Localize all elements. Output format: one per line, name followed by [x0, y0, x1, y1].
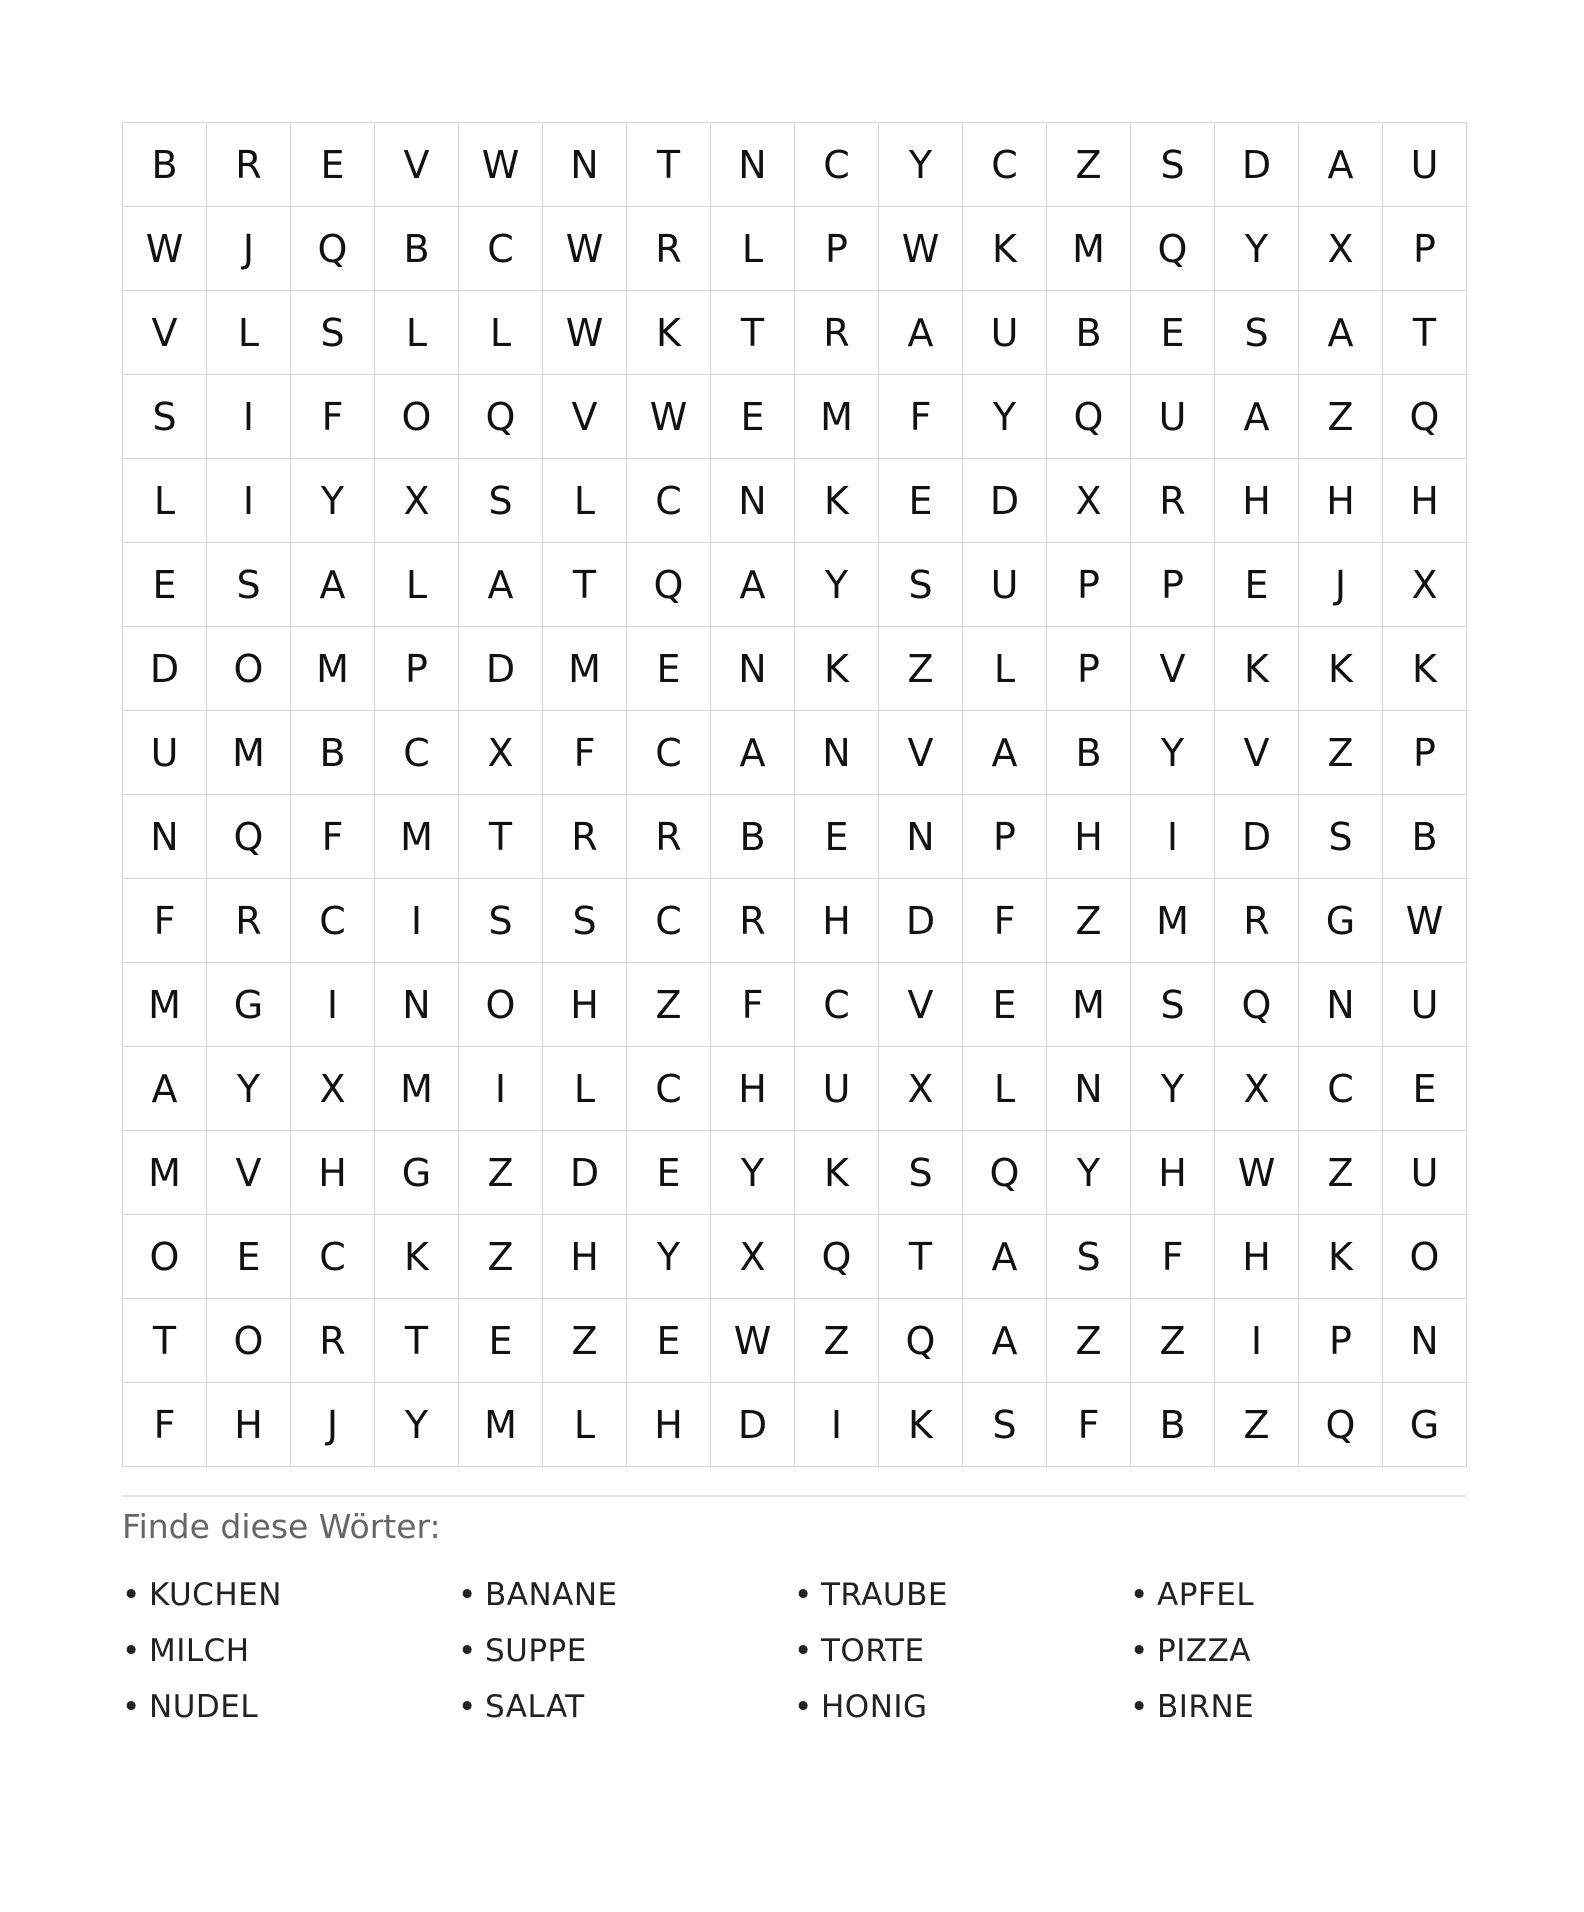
grid-cell[interactable]: I [1215, 1299, 1299, 1383]
grid-cell[interactable]: T [879, 1215, 963, 1299]
grid-cell[interactable]: U [1383, 963, 1467, 1047]
grid-cell[interactable]: Z [795, 1299, 879, 1383]
grid-cell[interactable]: X [711, 1215, 795, 1299]
grid-cell[interactable]: Z [1299, 1131, 1383, 1215]
grid-cell[interactable]: H [1299, 459, 1383, 543]
grid-cell[interactable]: A [963, 1215, 1047, 1299]
bullet-icon: • [794, 1633, 813, 1669]
grid-cell[interactable]: W [459, 123, 543, 207]
grid-cell[interactable]: I [1131, 795, 1215, 879]
grid-cell[interactable]: L [375, 291, 459, 375]
word-list-item [458, 1679, 794, 1735]
grid-cell[interactable]: I [795, 1383, 879, 1467]
bullet-icon: • [458, 1633, 477, 1669]
grid-cell[interactable]: T [459, 795, 543, 879]
word-label: KUCHEN [149, 1577, 282, 1613]
word-label: BANANE [485, 1577, 618, 1613]
grid-cell[interactable]: V [879, 711, 963, 795]
word-list-item [1130, 1567, 1466, 1623]
grid-cell[interactable]: S [1047, 1215, 1131, 1299]
bullet-icon: • [1130, 1689, 1149, 1725]
grid-cell[interactable]: C [627, 711, 711, 795]
grid-cell[interactable]: P [1131, 543, 1215, 627]
grid-cell[interactable]: N [1299, 963, 1383, 1047]
grid-cell[interactable]: M [291, 627, 375, 711]
grid-cell[interactable]: J [1299, 543, 1383, 627]
grid-cell[interactable]: H [543, 1215, 627, 1299]
grid-cell[interactable]: Y [963, 375, 1047, 459]
grid-cell[interactable]: B [1047, 291, 1131, 375]
grid-cell[interactable]: C [291, 879, 375, 963]
grid-cell[interactable]: V [375, 123, 459, 207]
grid-cell[interactable]: T [375, 1299, 459, 1383]
grid-cell[interactable]: H [543, 963, 627, 1047]
grid-cell[interactable]: B [375, 207, 459, 291]
grid-cell[interactable]: H [1215, 459, 1299, 543]
grid-cell[interactable]: T [1383, 291, 1467, 375]
word-list-item [794, 1623, 1130, 1679]
grid-cell[interactable]: D [459, 627, 543, 711]
grid-cell[interactable]: X [879, 1047, 963, 1131]
grid-cell[interactable]: L [711, 207, 795, 291]
grid-cell[interactable]: U [795, 1047, 879, 1131]
grid-cell[interactable]: X [1215, 1047, 1299, 1131]
grid-cell[interactable]: S [879, 1131, 963, 1215]
grid-cell[interactable]: Z [1047, 1299, 1131, 1383]
grid-cell[interactable]: R [207, 879, 291, 963]
bullet-icon: • [122, 1633, 141, 1669]
grid-cell[interactable]: V [1215, 711, 1299, 795]
grid-cell[interactable]: V [543, 375, 627, 459]
grid-cell[interactable]: P [375, 627, 459, 711]
grid-cell[interactable]: R [627, 795, 711, 879]
grid-cell[interactable]: Y [1047, 1131, 1131, 1215]
grid-cell[interactable]: R [291, 1299, 375, 1383]
grid-cell[interactable]: A [879, 291, 963, 375]
grid-cell[interactable]: Q [1215, 963, 1299, 1047]
grid-cell[interactable]: T [123, 1299, 207, 1383]
grid-cell[interactable]: A [459, 543, 543, 627]
grid-cell[interactable]: A [1299, 291, 1383, 375]
grid-cell[interactable]: M [123, 1131, 207, 1215]
grid-cell[interactable]: D [711, 1383, 795, 1467]
grid-cell[interactable]: B [711, 795, 795, 879]
grid-cell[interactable]: T [627, 123, 711, 207]
grid-cell[interactable]: E [627, 1299, 711, 1383]
grid-cell[interactable]: Y [1131, 711, 1215, 795]
grid-cell[interactable]: R [711, 879, 795, 963]
grid-cell[interactable]: D [1215, 123, 1299, 207]
grid-cell[interactable]: E [879, 459, 963, 543]
grid-cell[interactable]: K [879, 1383, 963, 1467]
grid-cell[interactable]: G [375, 1131, 459, 1215]
grid-cell[interactable]: A [1215, 375, 1299, 459]
word-label: APFEL [1157, 1577, 1255, 1613]
grid-cell[interactable]: Q [1299, 1383, 1383, 1467]
grid-cell[interactable]: X [459, 711, 543, 795]
grid-cell[interactable]: X [1383, 543, 1467, 627]
grid-cell[interactable]: D [543, 1131, 627, 1215]
grid-cell[interactable]: H [1215, 1215, 1299, 1299]
grid-cell[interactable]: Z [1215, 1383, 1299, 1467]
word-list-item [122, 1679, 458, 1735]
grid-cell[interactable]: M [1047, 207, 1131, 291]
grid-cell[interactable]: S [1299, 795, 1383, 879]
grid-cell[interactable]: F [291, 375, 375, 459]
grid-cell[interactable]: W [543, 207, 627, 291]
word-label: TRAUBE [821, 1577, 948, 1613]
grid-cell[interactable]: L [963, 1047, 1047, 1131]
grid-cell[interactable]: Z [1047, 123, 1131, 207]
grid-cell[interactable]: Q [291, 207, 375, 291]
grid-cell[interactable]: F [963, 879, 1047, 963]
grid-cell[interactable]: L [963, 627, 1047, 711]
grid-cell[interactable]: K [1299, 1215, 1383, 1299]
grid-cell[interactable]: S [1131, 123, 1215, 207]
grid-cell[interactable]: J [291, 1383, 375, 1467]
grid-cell[interactable]: T [711, 291, 795, 375]
grid-cell[interactable]: P [795, 207, 879, 291]
grid-cell[interactable]: C [627, 459, 711, 543]
word-label: MILCH [149, 1633, 250, 1669]
grid-cell[interactable]: A [711, 711, 795, 795]
grid-cell[interactable]: N [711, 459, 795, 543]
grid-cell[interactable]: F [1047, 1383, 1131, 1467]
bullet-icon: • [1130, 1577, 1149, 1613]
grid-cell[interactable]: G [1383, 1383, 1467, 1467]
grid-cell[interactable]: E [963, 963, 1047, 1047]
grid-cell[interactable]: L [459, 291, 543, 375]
grid-cell[interactable]: A [963, 1299, 1047, 1383]
grid-cell[interactable]: C [627, 879, 711, 963]
grid-cell[interactable]: O [123, 1215, 207, 1299]
word-list [122, 1567, 1466, 1735]
grid-cell[interactable]: O [1383, 1215, 1467, 1299]
grid-cell[interactable]: H [627, 1383, 711, 1467]
grid-cell[interactable]: W [1215, 1131, 1299, 1215]
grid-cell[interactable]: H [1383, 459, 1467, 543]
bullet-icon: • [794, 1577, 813, 1613]
grid-cell[interactable]: Q [795, 1215, 879, 1299]
grid-cell[interactable]: E [627, 1131, 711, 1215]
grid-cell[interactable]: C [795, 963, 879, 1047]
grid-cell[interactable]: K [1215, 627, 1299, 711]
grid-cell[interactable]: F [291, 795, 375, 879]
grid-cell[interactable]: R [795, 291, 879, 375]
grid-cell[interactable]: N [375, 963, 459, 1047]
grid-cell[interactable]: W [123, 207, 207, 291]
grid-cell[interactable]: X [291, 1047, 375, 1131]
grid-cell[interactable]: Z [459, 1131, 543, 1215]
grid-cell[interactable]: C [795, 123, 879, 207]
grid-cell[interactable]: L [543, 459, 627, 543]
word-list-item [1130, 1679, 1466, 1735]
word-label: BIRNE [1157, 1689, 1255, 1725]
grid-cell[interactable]: P [1383, 711, 1467, 795]
grid-cell[interactable]: F [711, 963, 795, 1047]
bullet-icon: • [122, 1577, 141, 1613]
grid-cell[interactable]: N [123, 795, 207, 879]
grid-cell[interactable]: I [207, 375, 291, 459]
grid-cell[interactable]: U [1131, 375, 1215, 459]
grid-cell[interactable]: Q [963, 1131, 1047, 1215]
grid-cell[interactable]: M [543, 627, 627, 711]
grid-cell[interactable]: K [375, 1215, 459, 1299]
grid-cell[interactable]: E [291, 123, 375, 207]
grid-cell[interactable]: K [795, 627, 879, 711]
grid-cell[interactable]: M [795, 375, 879, 459]
word-list-item [122, 1567, 458, 1623]
bullet-icon: • [122, 1689, 141, 1725]
grid-cell[interactable]: K [795, 459, 879, 543]
grid-cell[interactable]: O [207, 1299, 291, 1383]
grid-cell[interactable]: G [1299, 879, 1383, 963]
grid-cell[interactable]: N [711, 627, 795, 711]
grid-cell[interactable]: P [1299, 1299, 1383, 1383]
word-search-puzzle [122, 122, 1466, 1735]
grid-cell[interactable]: X [375, 459, 459, 543]
grid-cell[interactable]: O [375, 375, 459, 459]
grid-cell[interactable]: Y [711, 1131, 795, 1215]
grid-cell[interactable]: D [963, 459, 1047, 543]
word-list-item [458, 1623, 794, 1679]
grid-cell[interactable]: Z [543, 1299, 627, 1383]
grid-cell[interactable]: Q [1047, 375, 1131, 459]
word-list-item [458, 1567, 794, 1623]
grid-cell[interactable]: Y [795, 543, 879, 627]
grid-cell[interactable]: F [123, 1383, 207, 1467]
grid-cell[interactable]: A [711, 543, 795, 627]
grid-cell[interactable]: F [543, 711, 627, 795]
grid-cell[interactable]: E [207, 1215, 291, 1299]
grid-cell[interactable]: O [459, 963, 543, 1047]
grid-cell[interactable]: N [1047, 1047, 1131, 1131]
grid-cell[interactable]: S [291, 291, 375, 375]
grid-cell[interactable]: I [207, 459, 291, 543]
grid-cell[interactable]: N [795, 711, 879, 795]
grid-cell[interactable]: B [123, 123, 207, 207]
grid-cell[interactable]: Y [1215, 207, 1299, 291]
grid-cell[interactable]: A [123, 1047, 207, 1131]
word-label: TORTE [821, 1633, 925, 1669]
grid-cell[interactable]: U [123, 711, 207, 795]
grid-cell[interactable]: Y [291, 459, 375, 543]
grid-cell[interactable]: E [123, 543, 207, 627]
grid-cell[interactable]: L [543, 1383, 627, 1467]
grid-cell[interactable]: Q [1131, 207, 1215, 291]
grid-cell[interactable]: X [1299, 207, 1383, 291]
grid-cell[interactable]: D [879, 879, 963, 963]
grid-cell[interactable]: E [627, 627, 711, 711]
grid-cell[interactable]: W [1383, 879, 1467, 963]
word-list-item [1130, 1623, 1466, 1679]
grid-cell[interactable]: K [795, 1131, 879, 1215]
grid-cell[interactable]: M [1047, 963, 1131, 1047]
word-label: NUDEL [149, 1689, 259, 1725]
grid-cell[interactable]: L [543, 1047, 627, 1131]
grid-cell[interactable]: S [543, 879, 627, 963]
grid-cell[interactable]: R [1131, 459, 1215, 543]
grid-cell[interactable]: M [459, 1383, 543, 1467]
grid-cell[interactable]: F [123, 879, 207, 963]
grid-cell[interactable]: N [543, 123, 627, 207]
grid-cell[interactable]: R [1215, 879, 1299, 963]
bullet-icon: • [458, 1689, 477, 1725]
grid-cell[interactable]: S [123, 375, 207, 459]
grid-cell[interactable]: Z [1299, 711, 1383, 795]
grid-cell[interactable]: W [627, 375, 711, 459]
grid-cell[interactable]: K [963, 207, 1047, 291]
grid-cell[interactable]: H [1047, 795, 1131, 879]
grid-cell[interactable]: S [1215, 291, 1299, 375]
grid-cell[interactable]: E [1383, 1047, 1467, 1131]
grid-cell[interactable]: H [207, 1383, 291, 1467]
grid-cell[interactable]: A [963, 711, 1047, 795]
grid-cell[interactable]: M [207, 711, 291, 795]
grid-cell[interactable]: P [963, 795, 1047, 879]
grid-cell[interactable]: S [459, 459, 543, 543]
grid-cell[interactable]: R [543, 795, 627, 879]
grid-cell[interactable]: F [879, 375, 963, 459]
grid-cell[interactable]: Y [1131, 1047, 1215, 1131]
grid-cell[interactable]: U [963, 543, 1047, 627]
grid-cell[interactable]: Z [879, 627, 963, 711]
grid-cell[interactable]: I [291, 963, 375, 1047]
grid-cell[interactable]: V [879, 963, 963, 1047]
bullet-icon: • [1130, 1633, 1149, 1669]
grid-cell[interactable]: K [1299, 627, 1383, 711]
grid-cell[interactable]: B [1383, 795, 1467, 879]
bullet-icon: • [458, 1577, 477, 1613]
grid-cell[interactable]: Z [1299, 375, 1383, 459]
grid-cell[interactable]: Y [879, 123, 963, 207]
grid-cell[interactable]: I [459, 1047, 543, 1131]
grid-cell[interactable]: Y [375, 1383, 459, 1467]
grid-cell[interactable]: H [291, 1131, 375, 1215]
grid-cell[interactable]: Z [459, 1215, 543, 1299]
grid-cell[interactable]: V [123, 291, 207, 375]
grid-cell[interactable]: A [291, 543, 375, 627]
grid-cell[interactable]: D [123, 627, 207, 711]
grid-cell[interactable]: Q [627, 543, 711, 627]
grid-cell[interactable]: Y [207, 1047, 291, 1131]
grid-cell[interactable]: B [291, 711, 375, 795]
grid-cell[interactable]: V [1131, 627, 1215, 711]
grid-cell[interactable]: T [543, 543, 627, 627]
grid-cell[interactable]: C [1299, 1047, 1383, 1131]
grid-cell[interactable]: E [1215, 543, 1299, 627]
grid-cell[interactable]: I [375, 879, 459, 963]
grid-cell[interactable]: L [375, 543, 459, 627]
grid-cell[interactable]: M [375, 1047, 459, 1131]
word-label: PIZZA [1157, 1633, 1252, 1669]
grid-cell[interactable]: W [711, 1299, 795, 1383]
grid-cell[interactable]: S [459, 879, 543, 963]
grid-cell[interactable]: N [879, 795, 963, 879]
grid-cell[interactable]: B [1131, 1383, 1215, 1467]
word-list-item [794, 1679, 1130, 1735]
grid-cell[interactable]: Z [627, 963, 711, 1047]
grid-cell[interactable]: H [1131, 1131, 1215, 1215]
bullet-icon: • [794, 1689, 813, 1725]
grid-cell[interactable]: A [1299, 123, 1383, 207]
grid-cell[interactable]: E [1131, 291, 1215, 375]
grid-cell[interactable]: S [879, 543, 963, 627]
grid-cell[interactable]: N [1383, 1299, 1467, 1383]
word-label: SUPPE [485, 1633, 587, 1669]
grid-cell[interactable]: C [459, 207, 543, 291]
grid-cell[interactable]: U [1383, 123, 1467, 207]
divider [122, 1495, 1466, 1497]
grid-cell[interactable]: G [207, 963, 291, 1047]
grid-cell[interactable]: S [1131, 963, 1215, 1047]
word-list-prompt: Finde diese Wörter: [122, 1507, 441, 1546]
grid-cell[interactable]: U [1383, 1131, 1467, 1215]
grid-cell[interactable]: F [1131, 1215, 1215, 1299]
grid-cell[interactable]: H [711, 1047, 795, 1131]
grid-cell[interactable]: R [207, 123, 291, 207]
grid-cell[interactable]: C [291, 1215, 375, 1299]
grid-cell[interactable]: E [711, 375, 795, 459]
grid-cell[interactable]: S [207, 543, 291, 627]
grid-cell[interactable]: S [963, 1383, 1047, 1467]
grid-cell[interactable]: Q [879, 1299, 963, 1383]
grid-cell[interactable]: M [123, 963, 207, 1047]
grid-cell[interactable]: C [627, 1047, 711, 1131]
grid-cell[interactable]: L [123, 459, 207, 543]
grid-cell[interactable]: Z [1047, 879, 1131, 963]
grid-cell[interactable]: B [1047, 711, 1131, 795]
grid-cell[interactable]: J [207, 207, 291, 291]
word-list-item [794, 1567, 1130, 1623]
grid-cell[interactable]: V [207, 1131, 291, 1215]
grid-cell[interactable]: E [459, 1299, 543, 1383]
grid-cell[interactable]: E [795, 795, 879, 879]
grid-cell[interactable]: K [1383, 627, 1467, 711]
grid-cell[interactable]: O [207, 627, 291, 711]
grid-cell[interactable]: Q [1383, 375, 1467, 459]
grid-cell[interactable]: P [1047, 627, 1131, 711]
word-list-item [122, 1623, 458, 1679]
grid-cell[interactable]: C [963, 123, 1047, 207]
grid-cell[interactable]: H [795, 879, 879, 963]
grid-cell[interactable]: D [1215, 795, 1299, 879]
grid-cell[interactable]: X [1047, 459, 1131, 543]
grid-cell[interactable]: R [627, 207, 711, 291]
letter-grid [122, 122, 1467, 1467]
grid-cell[interactable]: Q [207, 795, 291, 879]
word-label: SALAT [485, 1689, 585, 1725]
grid-cell[interactable]: M [1131, 879, 1215, 963]
grid-cell[interactable]: P [1047, 543, 1131, 627]
grid-cell[interactable]: W [879, 207, 963, 291]
grid-cell[interactable]: W [543, 291, 627, 375]
grid-cell[interactable]: Z [1131, 1299, 1215, 1383]
grid-cell[interactable]: Y [627, 1215, 711, 1299]
grid-cell[interactable]: M [375, 795, 459, 879]
grid-cell[interactable]: C [375, 711, 459, 795]
grid-cell[interactable]: N [711, 123, 795, 207]
grid-cell[interactable]: U [963, 291, 1047, 375]
word-label: HONIG [821, 1689, 928, 1725]
grid-cell[interactable]: P [1383, 207, 1467, 291]
grid-cell[interactable]: Q [459, 375, 543, 459]
grid-cell[interactable]: K [627, 291, 711, 375]
grid-cell[interactable]: L [207, 291, 291, 375]
